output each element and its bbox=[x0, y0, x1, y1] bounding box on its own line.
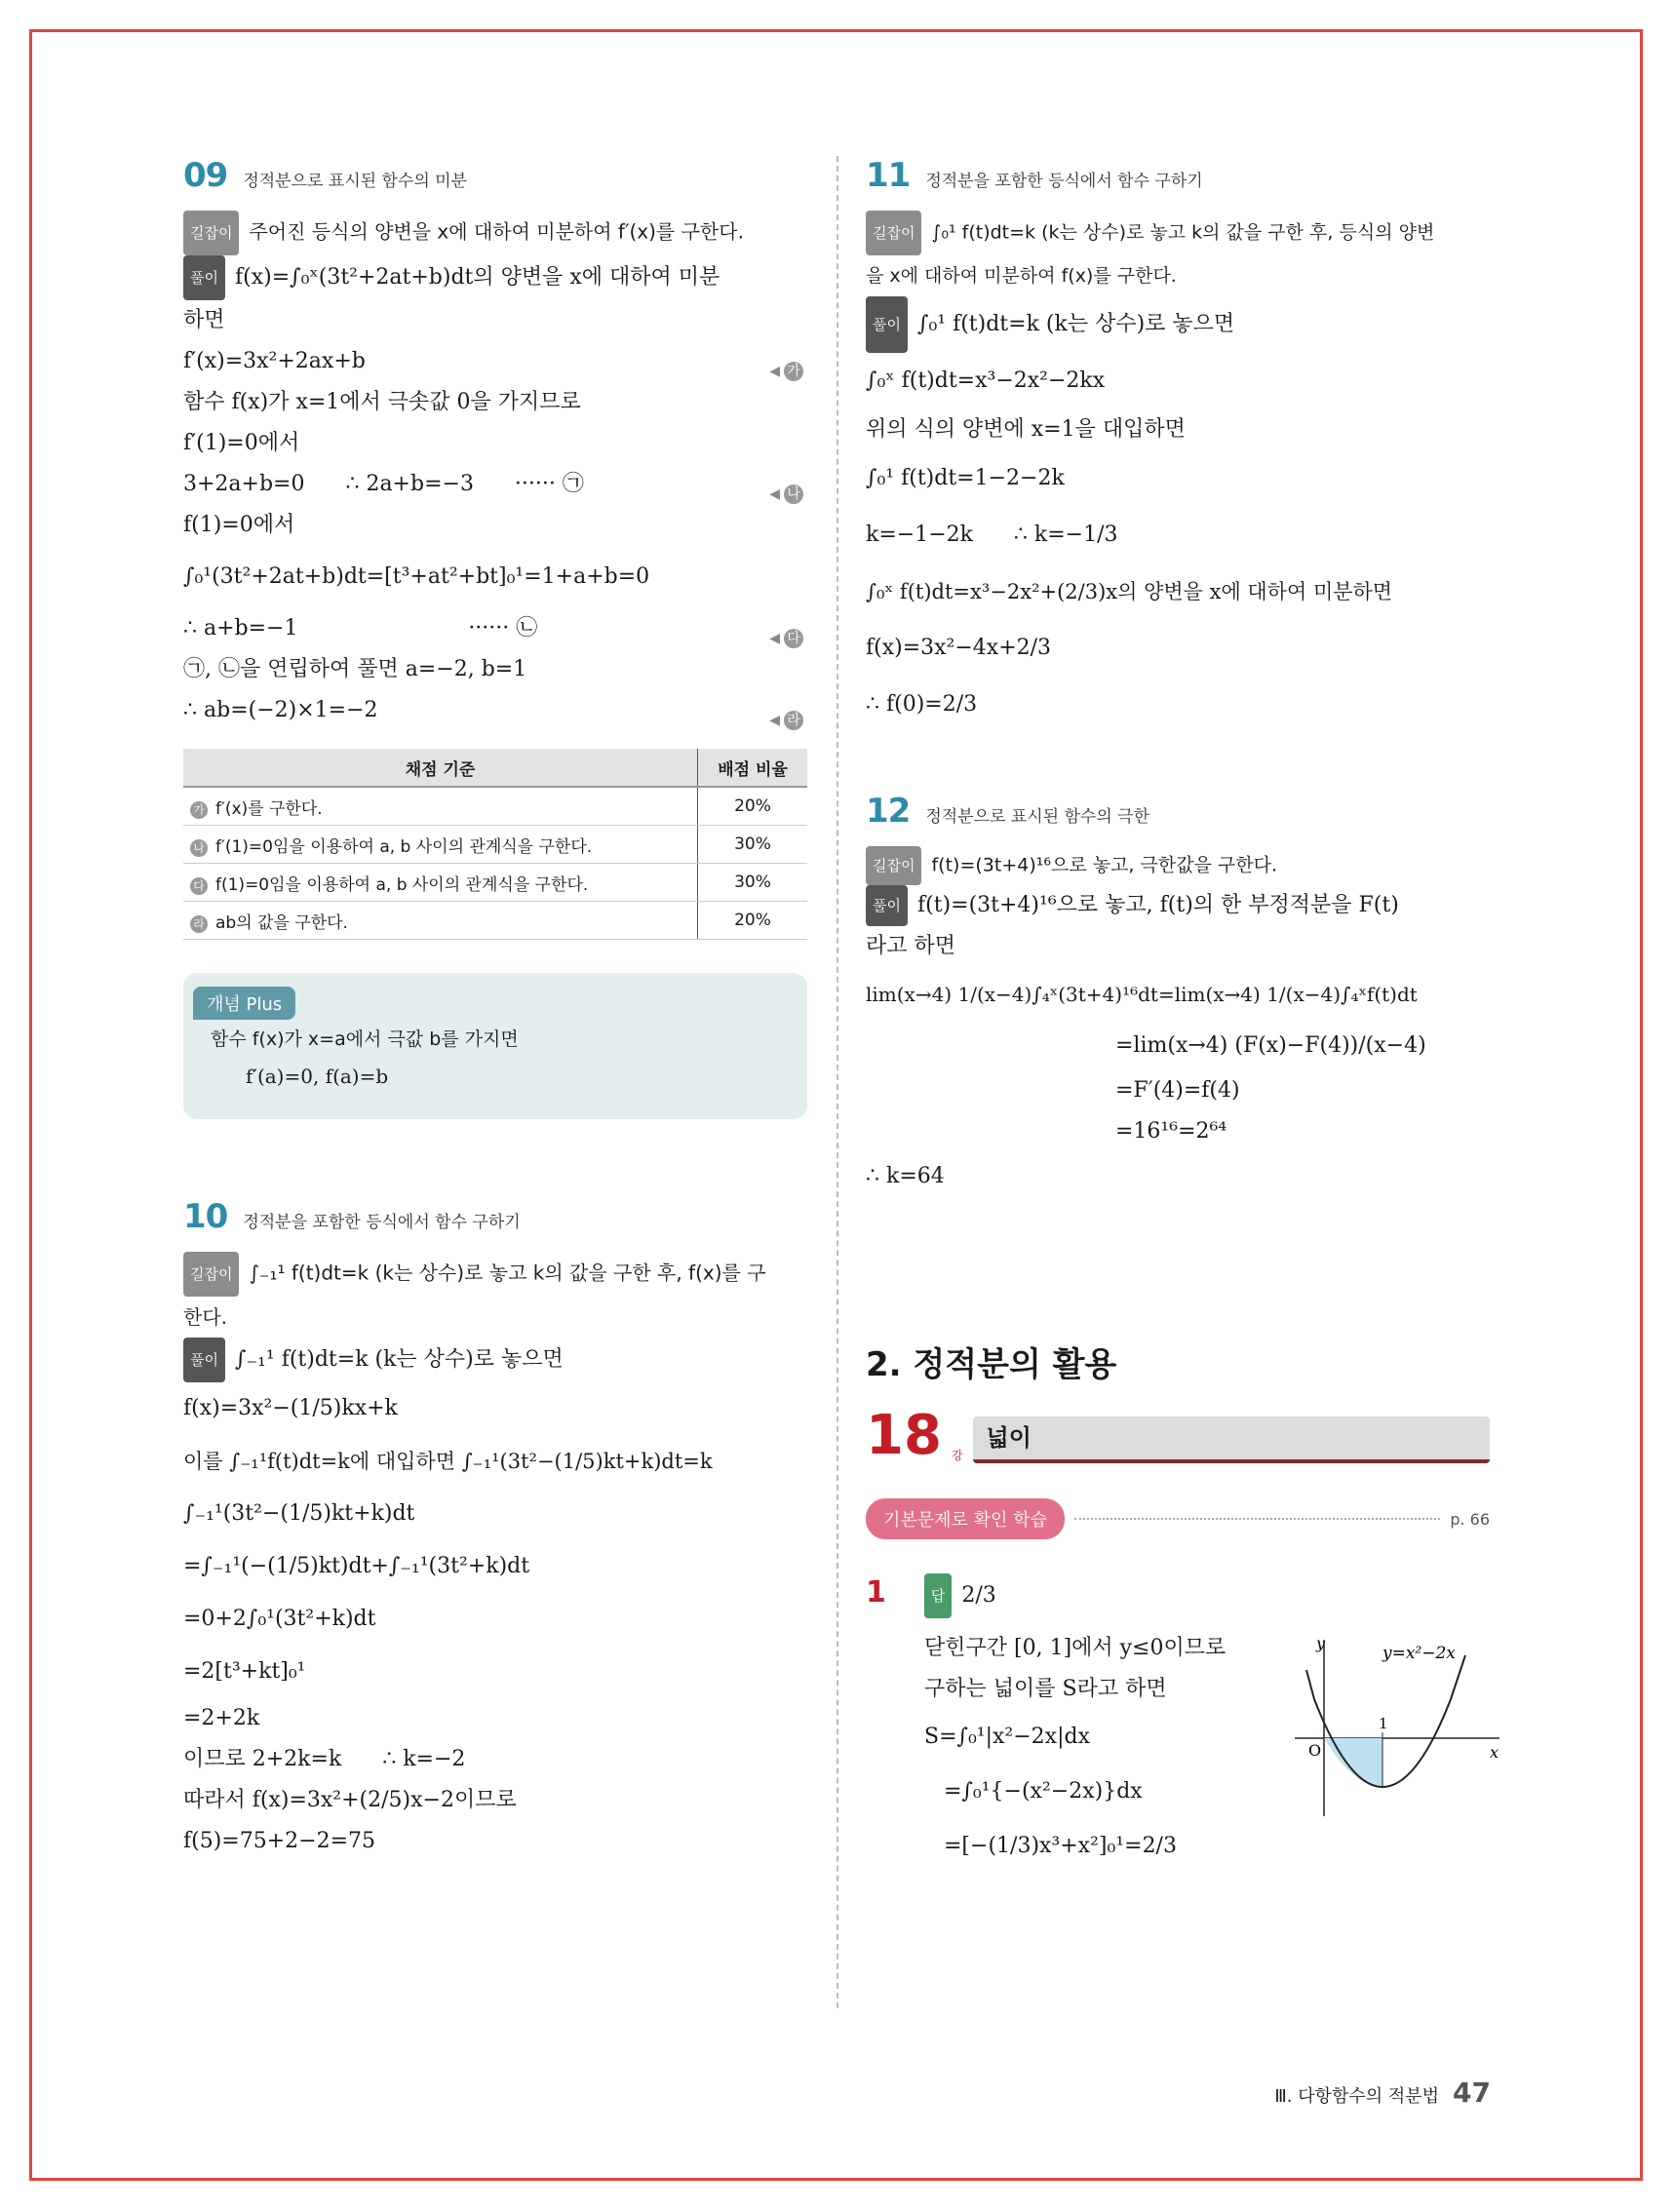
curve-equation: y=x²−2x bbox=[1382, 1644, 1456, 1663]
math-line: =∫₀¹{−(x²−2x)}dx bbox=[944, 1779, 1143, 1804]
concept-line: 함수 f(x)가 x=a에서 극값 b를 가지면 bbox=[211, 1028, 519, 1050]
marker-icon: ◀ 가 bbox=[769, 351, 803, 392]
math-line: ∫₀ˣ f(t)dt=x³−2x²+(2/3)x의 양변을 x에 대하여 미분하면 bbox=[866, 580, 1393, 603]
problem-12-header bbox=[866, 792, 1490, 831]
problem-09-header bbox=[183, 156, 807, 195]
math-line: ∴ k=64 bbox=[866, 1164, 945, 1188]
math-line: =2[t³+kt]₀¹ bbox=[183, 1659, 306, 1684]
marker-icon: ◀ 나 bbox=[769, 474, 803, 515]
math-line: 위의 식의 양변에 x=1을 대입하면 bbox=[866, 417, 1186, 442]
problem-title: 정적분을 포함한 등식에서 함수 구하기 bbox=[925, 172, 1203, 191]
math-line: 구하는 넓이를 S라고 하면 bbox=[924, 1677, 1167, 1701]
math-line: ∴ a+b=−1 ······ ㉡ ◀ 다 bbox=[183, 608, 807, 649]
math-line: =F′(4)=f(4) bbox=[1115, 1078, 1240, 1103]
problem-number: 12 bbox=[866, 792, 911, 831]
solution-line: 풀이 f(x)=∫₀ˣ(3t²+2at+b)dt의 양변을 x에 대하여 미분 bbox=[183, 255, 807, 300]
math-line: 라고 하면 bbox=[866, 934, 956, 958]
left-column bbox=[183, 156, 807, 1862]
table-header: 배점 비율 bbox=[698, 749, 808, 787]
math-line: =[−(1/3)x³+x²]₀¹=2/3 bbox=[944, 1834, 1177, 1858]
math-line: f′(x)=3x²+2ax+b ◀ 가 bbox=[183, 341, 807, 382]
math-line: 이를 ∫₋₁¹f(t)dt=k에 대입하면 ∫₋₁¹(3t²−(1/5)kt+k)dt=k bbox=[183, 1450, 713, 1473]
math-line: 이므로 2+2k=k ∴ k=−2 bbox=[183, 1747, 466, 1771]
problem-number: 09 bbox=[183, 156, 228, 195]
table-row: 가 f′(x)를 구한다. 20% bbox=[183, 787, 807, 826]
tick-label: 1 bbox=[1379, 1715, 1388, 1732]
math-line: 닫힌구간 [0, 1]에서 y≤0이므로 bbox=[924, 1636, 1226, 1660]
table-header: 채점 기준 bbox=[183, 749, 698, 787]
math-line: =∫₋₁¹(−(1/5)kt)dt+∫₋₁¹(3t²+k)dt bbox=[183, 1554, 530, 1578]
right-column bbox=[866, 156, 1499, 1874]
column-divider bbox=[837, 156, 838, 2008]
basic-problems-label: 기본문제로 확인 학습 bbox=[866, 1498, 1065, 1539]
math-line: =16¹⁶=2⁶⁴ bbox=[1115, 1119, 1227, 1144]
math-line: =0+2∫₀¹(3t²+k)dt bbox=[183, 1607, 376, 1631]
lesson-number: 18 bbox=[866, 1404, 942, 1467]
guide-line: 길잡이 ∫₀¹ f(t)dt=k (k는 상수)로 놓고 k의 값을 구한 후, 등식의 양변 bbox=[866, 211, 1490, 255]
page-footer bbox=[1274, 2076, 1491, 2109]
math-line: f(x)=3x²−(1/5)kx+k bbox=[183, 1396, 398, 1420]
problem-title: 정적분을 포함한 등식에서 함수 구하기 bbox=[243, 1213, 521, 1232]
chapter-title: Ⅲ. 다항함수의 적분법 bbox=[1274, 2086, 1440, 2107]
table-row: 다 f(1)=0임을 이용하여 a, b 사이의 관계식을 구한다. 30% bbox=[183, 864, 807, 902]
math-line: 하면 bbox=[183, 308, 225, 332]
concept-line: f′(a)=0, f(a)=b bbox=[246, 1065, 389, 1088]
lesson-title: 넓이 bbox=[973, 1416, 1490, 1463]
section-title: 2. 정적분의 활용 bbox=[866, 1345, 1117, 1384]
problem-title: 정적분으로 표시된 함수의 극한 bbox=[925, 807, 1150, 827]
math-line: ∫₀ˣ f(t)dt=x³−2x²−2kx bbox=[866, 369, 1106, 393]
problem-10-header bbox=[183, 1197, 807, 1236]
math-line: ∫₀¹(3t²+2at+b)dt=[t³+at²+bt]₀¹=1+a+b=0 bbox=[183, 564, 650, 589]
guide-line: 길잡이 주어진 등식의 양변을 x에 대하여 미분하여 f′(x)를 구한다. bbox=[183, 211, 807, 255]
math-line: f(1)=0에서 bbox=[183, 513, 295, 537]
guide-tag: 길잡이 bbox=[183, 211, 239, 255]
scoring-table bbox=[183, 749, 807, 940]
guide-line: 을 x에 대하여 미분하여 f(x)를 구한다. bbox=[866, 265, 1177, 287]
solution-tag: 풀이 bbox=[183, 255, 225, 300]
math-line: ∫₋₁¹(3t²−(1/5)kt+k)dt bbox=[183, 1501, 415, 1526]
page-reference: p. 66 bbox=[1450, 1509, 1490, 1529]
math-line: ∴ f(0)=2/3 bbox=[866, 692, 978, 717]
marker-icon: ◀ 다 bbox=[769, 618, 803, 659]
solution-tag: 풀이 bbox=[866, 296, 908, 353]
dotted-leader bbox=[1074, 1518, 1440, 1520]
origin-label: O bbox=[1308, 1741, 1322, 1760]
math-line: ㉠, ㉡을 연립하여 풀면 a=−2, b=1 bbox=[183, 657, 527, 681]
math-line: =lim(x→4) (F(x)−F(4))/(x−4) bbox=[1115, 1033, 1426, 1058]
solution-line: 풀이 f(t)=(3t+4)¹⁶으로 놓고, f(t)의 한 부정적분을 F(t) bbox=[866, 885, 1490, 926]
answer-line: 1 답 2/3 bbox=[866, 1572, 1490, 1618]
solution-tag: 풀이 bbox=[183, 1338, 225, 1382]
concept-plus-label: 개념 Plus bbox=[193, 987, 295, 1020]
table-row: 나 f′(1)=0임을 이용하여 a, b 사이의 관계식을 구한다. 30% bbox=[183, 826, 807, 864]
guide-line: 길잡이 ∫₋₁¹ f(t)dt=k (k는 상수)로 놓고 k의 값을 구한 후, f(x)를 구 bbox=[183, 1252, 807, 1297]
math-line: f(5)=75+2−2=75 bbox=[183, 1829, 376, 1853]
y-axis-label: y bbox=[1316, 1634, 1326, 1652]
math-line: f(x)=3x²−4x+2/3 bbox=[866, 636, 1052, 660]
math-line: S=∫₀¹|x²−2x|dx bbox=[924, 1725, 1090, 1749]
lesson-header bbox=[866, 1404, 1490, 1467]
problem-title: 정적분으로 표시된 함수의 미분 bbox=[243, 172, 468, 191]
table-row: 라 ab의 값을 구한다. 20% bbox=[183, 902, 807, 940]
problem-11-header bbox=[866, 156, 1490, 195]
guide-line: 한다. bbox=[183, 1305, 227, 1329]
page-number: 47 bbox=[1453, 2076, 1491, 2109]
solution-tag: 풀이 bbox=[866, 885, 908, 926]
question-1 bbox=[866, 1572, 1499, 1874]
math-line: k=−1−2k ∴ k=−1/3 bbox=[866, 523, 1118, 547]
concept-plus-box bbox=[183, 973, 807, 1119]
basic-problems-header bbox=[866, 1498, 1490, 1539]
math-line: 따라서 f(x)=3x²+(2/5)x−2이므로 bbox=[183, 1788, 517, 1812]
solution-line: 풀이 ∫₋₁¹ f(t)dt=k (k는 상수)로 놓으면 bbox=[183, 1338, 807, 1382]
marker-icon: ◀ 라 bbox=[769, 700, 803, 741]
solution-line: 풀이 ∫₀¹ f(t)dt=k (k는 상수)로 놓으면 bbox=[866, 296, 1490, 353]
guide-tag: 길잡이 bbox=[866, 211, 921, 255]
math-line: f′(1)=0에서 bbox=[183, 431, 300, 455]
math-line: =2+2k bbox=[183, 1706, 260, 1730]
math-line: 함수 f(x)가 x=1에서 극솟값 0을 가지므로 bbox=[183, 390, 581, 414]
math-line: ∫₀¹ f(t)dt=1−2−2k bbox=[866, 466, 1065, 490]
math-line: 3+2a+b=0 ∴ 2a+b=−3 ······ ㉠ ◀ 나 bbox=[183, 464, 807, 505]
guide-tag: 길잡이 bbox=[183, 1252, 239, 1297]
parabola-graph bbox=[1295, 1631, 1509, 1816]
lesson-suffix: 강 bbox=[951, 1449, 963, 1462]
math-line: lim(x→4) 1/(x−4)∫₄ˣ(3t+4)¹⁶dt=lim(x→4) 1/(x−4)∫₄ˣf(t)dt bbox=[866, 983, 1418, 1006]
answer-tag: 답 bbox=[924, 1573, 953, 1618]
guide-tag: 길잡이 bbox=[866, 846, 921, 885]
problem-number: 11 bbox=[866, 156, 911, 195]
question-number: 1 bbox=[866, 1575, 885, 1610]
x-axis-label: x bbox=[1490, 1743, 1499, 1762]
problem-number: 10 bbox=[183, 1197, 228, 1236]
math-line: ∴ ab=(−2)×1=−2 ◀ 라 bbox=[183, 690, 807, 731]
guide-line: 길잡이 f(t)=(3t+4)¹⁶으로 놓고, 극한값을 구한다. bbox=[866, 846, 1490, 885]
